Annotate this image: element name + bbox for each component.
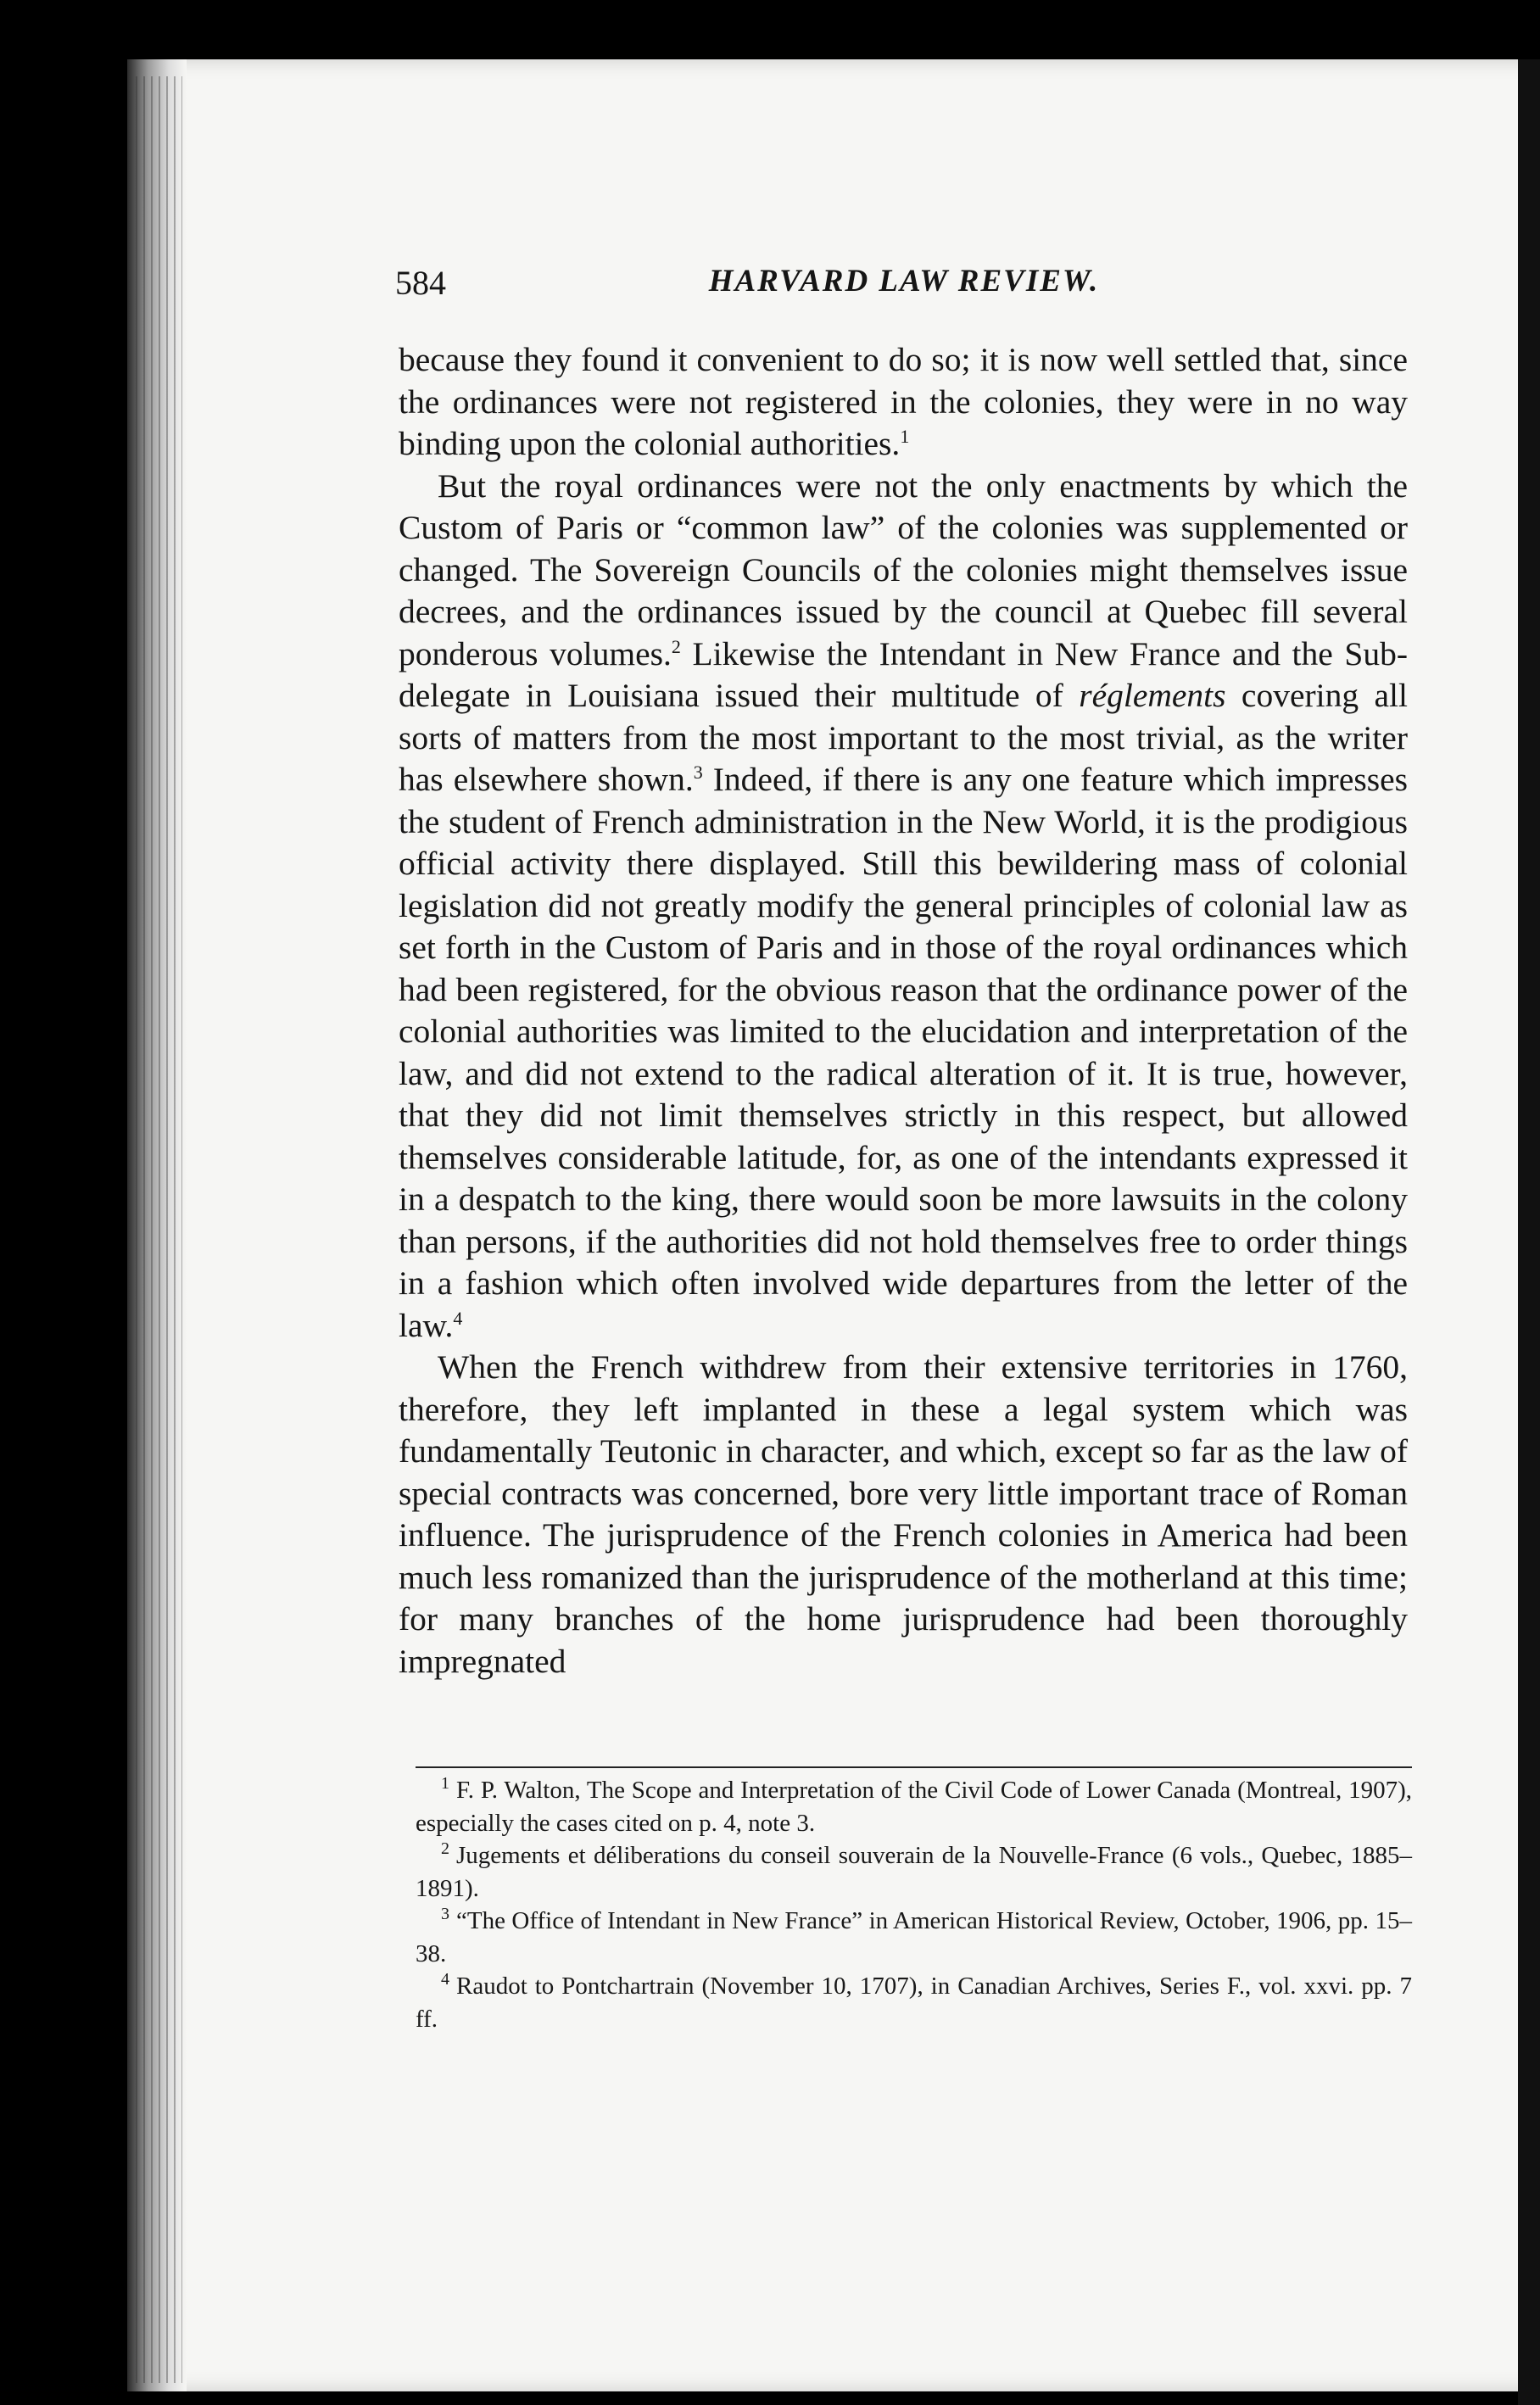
- right-border-shadow: [1518, 59, 1540, 2405]
- footnote-3-text: “The Office of Intendant in New France” in American Historical Review, October, 1906, pp. 15–38.: [416, 1907, 1412, 1967]
- paragraph-2-part-d: Indeed, if there is any one feature which impresses the student of French administration in the New World, it is the prodigious official activity there displayed. Still this bewildering mass of colonial legislation did not greatly modify the general principles of colonial law as set forth in the Custom of Paris and in those of the royal ordinances which had been registered, for the obvious reason that the ordinance power of the colonial authorities was limited to the elucidation and interpretation of the law, and did not extend to the radical alteration of it. It is true, however, that they did not limit themselves strictly in this respect, but allowed themselves considerable latitude, for, as one of the intendants expressed it in a despatch to the king, there would soon be more lawsuits in the colony than persons, if the authorities did not hold themselves free to order things in a fashion which often involved wide departures from the letter of the law.: [399, 761, 1408, 1344]
- running-head: HARVARD LAW REVIEW.: [708, 264, 1100, 299]
- page-header: [395, 254, 1413, 322]
- paragraph-3-text: When the French withdrew from their extensive territories in 1760, therefore, they left implanted in these a legal system which was fundamentally Teutonic in character, and which, except so far as the law of special contracts was concerned, bore very little important trace of Roman influence. The jurisprudence of the French colonies in America had been much less romanized than the jurisprudence of the motherland at this time; for many branches of the home jurisprudence had been thoroughly impregnated: [399, 1348, 1408, 1680]
- footnote-ref-3: 3: [693, 761, 703, 783]
- footnote-divider: [416, 1766, 1412, 1768]
- paragraph-3: [399, 1347, 1408, 1682]
- footnotes: [416, 1774, 1412, 2035]
- paragraph-2-part-a: But the royal ordinances were not the only enactments by which the Custom of Paris or “common law” of the colonies was supplemented or changed. The Sovereign Councils of the colonies might themselves issue decrees, and the ordinances issued by the council at Quebec fill several ponderous volumes.: [399, 466, 1408, 672]
- footnote-2: [416, 1839, 1412, 1905]
- footnote-ref-4: 4: [453, 1307, 463, 1329]
- page-number: 584: [395, 264, 446, 302]
- paragraph-2-part-b: Likewise the Intendant in New France and the Sub-delegate in Louisiana issued their multitude of: [399, 634, 1408, 714]
- paragraph-1-text: because they found it convenient to do so; it is now well settled that, since the ordinances were not registered in the colonies, they were in no way binding upon the colonial authorities.: [399, 341, 1408, 462]
- footnote-ref-1: 1: [900, 425, 910, 447]
- footnote-1-number: 1: [441, 1774, 449, 1794]
- footnote-1-text: F. P. Walton, The Scope and Interpretation of the Civil Code of Lower Canada (Montreal, 1907), especially the cases cited on p. 4, note 3.: [416, 1777, 1412, 1837]
- paragraph-2: [399, 466, 1408, 1348]
- footnote-2-text: Jugements et déliberations du conseil souverain de la Nouvelle-France (6 vols., Quebec, 1885–1891).: [416, 1842, 1412, 1902]
- body-text: [399, 339, 1408, 1682]
- footnote-3: [416, 1905, 1412, 1970]
- footnote-4: [416, 1970, 1412, 2035]
- page-edge-stack: [136, 76, 182, 2383]
- paragraph-2-part-c: covering all sorts of matters from the most important to the most trivial, as the writer has elsewhere shown.: [399, 677, 1408, 798]
- footnote-ref-2: 2: [671, 635, 681, 657]
- footnote-2-number: 2: [441, 1839, 449, 1859]
- paragraph-2-italic-term: réglements: [1079, 677, 1226, 714]
- footnote-1: [416, 1774, 1412, 1839]
- paragraph-1: [399, 339, 1408, 466]
- footnote-4-text: Raudot to Pontchartrain (November 10, 1707), in Canadian Archives, Series F., vol. xxvi. pp. 7 ff.: [416, 1973, 1412, 2033]
- footnote-3-number: 3: [441, 1905, 449, 1924]
- footnote-4-number: 4: [441, 1970, 449, 1989]
